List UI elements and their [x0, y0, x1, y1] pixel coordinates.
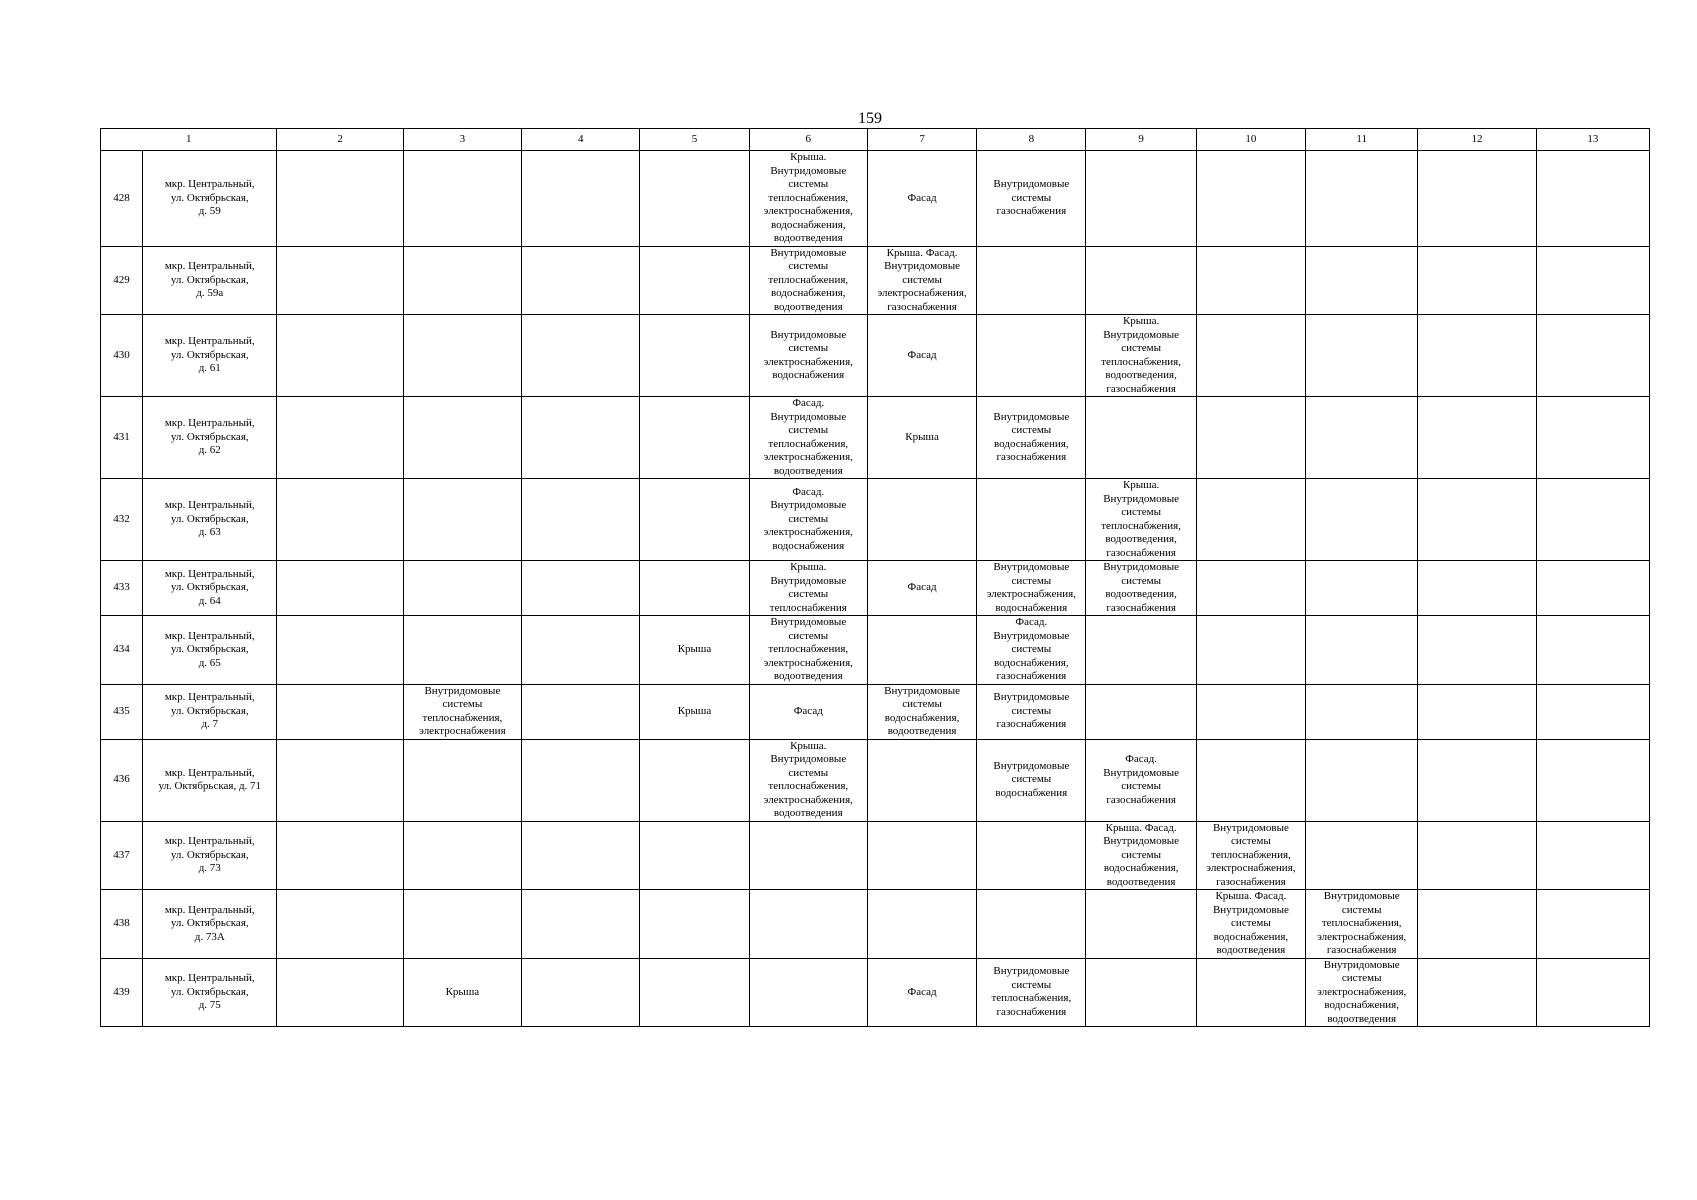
work-cell-col-2 — [277, 479, 403, 561]
column-header: 2 — [277, 129, 403, 151]
work-cell-col-9: Крыша. Внутридомовые системы теплоснабжения, водоотведения, газоснабжения — [1086, 479, 1196, 561]
table-row — [101, 479, 1650, 561]
row-number: 438 — [101, 890, 143, 959]
address-cell: мкр. Центральный, ул. Октябрьская, д. 7 — [143, 684, 277, 739]
table-row — [101, 684, 1650, 739]
work-cell-col-12 — [1418, 958, 1536, 1027]
column-header: 11 — [1306, 129, 1418, 151]
work-cell-col-2 — [277, 315, 403, 397]
row-number: 430 — [101, 315, 143, 397]
work-cell-col-10 — [1196, 739, 1305, 821]
table-row — [101, 890, 1650, 959]
work-cell-col-5: Крыша — [640, 616, 749, 685]
column-header: 6 — [749, 129, 867, 151]
address-cell: мкр. Центральный, ул. Октябрьская, д. 75 — [143, 958, 277, 1027]
work-cell-col-3: Внутридомовые системы теплоснабжения, электроснабжения — [403, 684, 521, 739]
work-cell-col-7: Крыша — [867, 397, 976, 479]
work-cell-col-5 — [640, 890, 749, 959]
work-cell-col-10: Крыша. Фасад. Внутридомовые системы водоснабжения, водоотведения — [1196, 890, 1305, 959]
row-number: 432 — [101, 479, 143, 561]
work-cell-col-3 — [403, 479, 521, 561]
work-cell-col-11: Внутридомовые системы электроснабжения, водоснабжения, водоотведения — [1306, 958, 1418, 1027]
work-cell-col-7: Фасад — [867, 151, 976, 247]
work-cell-col-4 — [522, 561, 640, 616]
work-cell-col-3 — [403, 315, 521, 397]
work-cell-col-8: Фасад. Внутридомовые системы водоснабжения, газоснабжения — [977, 616, 1086, 685]
work-cell-col-4 — [522, 151, 640, 247]
work-cell-col-10 — [1196, 684, 1305, 739]
work-cell-col-6: Крыша. Внутридомовые системы теплоснабжения — [749, 561, 867, 616]
work-cell-col-9 — [1086, 397, 1196, 479]
work-cell-col-13 — [1536, 315, 1649, 397]
work-cell-col-13 — [1536, 561, 1649, 616]
work-cell-col-13 — [1536, 890, 1649, 959]
address-cell: мкр. Центральный, ул. Октябрьская, д. 59а — [143, 246, 277, 315]
work-cell-col-11 — [1306, 397, 1418, 479]
work-cell-col-4 — [522, 684, 640, 739]
work-cell-col-2 — [277, 616, 403, 685]
column-header: 3 — [403, 129, 521, 151]
work-cell-col-2 — [277, 397, 403, 479]
work-cell-col-5 — [640, 821, 749, 890]
work-cell-col-12 — [1418, 684, 1536, 739]
work-cell-col-3 — [403, 151, 521, 247]
work-cell-col-4 — [522, 315, 640, 397]
work-cell-col-5 — [640, 561, 749, 616]
work-cell-col-9 — [1086, 684, 1196, 739]
work-cell-col-5 — [640, 739, 749, 821]
column-header: 13 — [1536, 129, 1649, 151]
work-cell-col-13 — [1536, 616, 1649, 685]
row-number: 428 — [101, 151, 143, 247]
work-cell-col-11 — [1306, 821, 1418, 890]
work-cell-col-7: Внутридомовые системы водоснабжения, водоотведения — [867, 684, 976, 739]
work-cell-col-2 — [277, 890, 403, 959]
address-cell: мкр. Центральный, ул. Октябрьская, д. 64 — [143, 561, 277, 616]
work-cell-col-4 — [522, 397, 640, 479]
work-cell-col-12 — [1418, 561, 1536, 616]
work-cell-col-13 — [1536, 958, 1649, 1027]
work-cell-col-8 — [977, 821, 1086, 890]
work-cell-col-12 — [1418, 890, 1536, 959]
address-cell: мкр. Центральный, ул. Октябрьская, д. 59 — [143, 151, 277, 247]
work-cell-col-7: Крыша. Фасад. Внутридомовые системы электроснабжения, газоснабжения — [867, 246, 976, 315]
column-header: 7 — [867, 129, 976, 151]
work-cell-col-2 — [277, 246, 403, 315]
work-cell-col-3 — [403, 616, 521, 685]
work-cell-col-4 — [522, 890, 640, 959]
work-cell-col-11 — [1306, 739, 1418, 821]
work-cell-col-9: Фасад. Внутридомовые системы газоснабжения — [1086, 739, 1196, 821]
work-cell-col-5 — [640, 958, 749, 1027]
work-cell-col-11 — [1306, 246, 1418, 315]
address-cell: мкр. Центральный, ул. Октябрьская, д. 65 — [143, 616, 277, 685]
work-cell-col-12 — [1418, 616, 1536, 685]
work-cell-col-6: Внутридомовые системы электроснабжения, водоснабжения — [749, 315, 867, 397]
table-row — [101, 561, 1650, 616]
work-cell-col-11 — [1306, 561, 1418, 616]
work-cell-col-9 — [1086, 890, 1196, 959]
work-cell-col-9 — [1086, 616, 1196, 685]
work-cell-col-2 — [277, 561, 403, 616]
work-cell-col-7 — [867, 739, 976, 821]
work-cell-col-4 — [522, 821, 640, 890]
row-number: 431 — [101, 397, 143, 479]
work-cell-col-7 — [867, 821, 976, 890]
column-number-row — [101, 129, 1650, 151]
table-row — [101, 151, 1650, 247]
row-number: 434 — [101, 616, 143, 685]
work-cell-col-6: Фасад. Внутридомовые системы теплоснабжения, электроснабжения, водоотведения — [749, 397, 867, 479]
work-cell-col-9 — [1086, 958, 1196, 1027]
work-cell-col-10 — [1196, 958, 1305, 1027]
work-cell-col-9: Крыша. Фасад. Внутридомовые системы водоснабжения, водоотведения — [1086, 821, 1196, 890]
work-cell-col-10 — [1196, 479, 1305, 561]
table-row — [101, 397, 1650, 479]
work-cell-col-4 — [522, 616, 640, 685]
work-cell-col-12 — [1418, 479, 1536, 561]
row-number: 435 — [101, 684, 143, 739]
work-cell-col-13 — [1536, 151, 1649, 247]
row-number: 439 — [101, 958, 143, 1027]
work-cell-col-8: Внутридомовые системы электроснабжения, водоснабжения — [977, 561, 1086, 616]
work-cell-col-11 — [1306, 684, 1418, 739]
work-cell-col-13 — [1536, 684, 1649, 739]
work-cell-col-2 — [277, 958, 403, 1027]
work-cell-col-11 — [1306, 479, 1418, 561]
work-cell-col-8: Внутридомовые системы водоснабжения, газоснабжения — [977, 397, 1086, 479]
address-cell: мкр. Центральный, ул. Октябрьская, д. 62 — [143, 397, 277, 479]
work-cell-col-11 — [1306, 315, 1418, 397]
work-cell-col-12 — [1418, 246, 1536, 315]
address-cell: мкр. Центральный, ул. Октябрьская, д. 63 — [143, 479, 277, 561]
work-cell-col-6: Внутридомовые системы теплоснабжения, водоснабжения, водоотведения — [749, 246, 867, 315]
work-cell-col-10 — [1196, 246, 1305, 315]
work-cell-col-9 — [1086, 246, 1196, 315]
work-cell-col-8: Внутридомовые системы теплоснабжения, газоснабжения — [977, 958, 1086, 1027]
work-cell-col-3 — [403, 821, 521, 890]
work-cell-col-3 — [403, 739, 521, 821]
work-cell-col-3 — [403, 561, 521, 616]
column-header: 1 — [101, 129, 277, 151]
work-cell-col-6 — [749, 890, 867, 959]
table-row — [101, 246, 1650, 315]
table-row — [101, 315, 1650, 397]
work-cell-col-11 — [1306, 151, 1418, 247]
work-cell-col-8: Внутридомовые системы газоснабжения — [977, 151, 1086, 247]
work-cell-col-9: Крыша. Внутридомовые системы теплоснабжения, водоотведения, газоснабжения — [1086, 315, 1196, 397]
work-cell-col-5 — [640, 246, 749, 315]
work-cell-col-10 — [1196, 397, 1305, 479]
column-header: 4 — [522, 129, 640, 151]
column-header: 12 — [1418, 129, 1536, 151]
work-cell-col-12 — [1418, 739, 1536, 821]
work-cell-col-6: Фасад. Внутридомовые системы электроснабжения, водоснабжения — [749, 479, 867, 561]
row-number: 433 — [101, 561, 143, 616]
work-cell-col-5: Крыша — [640, 684, 749, 739]
column-header: 10 — [1196, 129, 1305, 151]
work-cell-col-12 — [1418, 151, 1536, 247]
column-header: 5 — [640, 129, 749, 151]
row-number: 437 — [101, 821, 143, 890]
work-cell-col-5 — [640, 479, 749, 561]
page-number: 159 — [858, 110, 882, 127]
work-cell-col-7 — [867, 890, 976, 959]
work-cell-col-8 — [977, 890, 1086, 959]
work-cell-col-13 — [1536, 246, 1649, 315]
work-cell-col-8 — [977, 315, 1086, 397]
work-cell-col-7 — [867, 616, 976, 685]
column-header: 8 — [977, 129, 1086, 151]
work-cell-col-10: Внутридомовые системы теплоснабжения, электроснабжения, газоснабжения — [1196, 821, 1305, 890]
row-number: 429 — [101, 246, 143, 315]
work-cell-col-13 — [1536, 739, 1649, 821]
work-cell-col-6: Фасад — [749, 684, 867, 739]
work-cell-col-3 — [403, 890, 521, 959]
work-cell-col-2 — [277, 739, 403, 821]
work-cell-col-8 — [977, 479, 1086, 561]
table-row — [101, 958, 1650, 1027]
work-cell-col-12 — [1418, 821, 1536, 890]
work-cell-col-12 — [1418, 315, 1536, 397]
column-header: 9 — [1086, 129, 1196, 151]
work-cell-col-4 — [522, 958, 640, 1027]
work-cell-col-4 — [522, 739, 640, 821]
work-cell-col-13 — [1536, 821, 1649, 890]
work-cell-col-13 — [1536, 397, 1649, 479]
work-cell-col-3 — [403, 397, 521, 479]
work-cell-col-4 — [522, 246, 640, 315]
work-cell-col-6 — [749, 821, 867, 890]
work-cell-col-11: Внутридомовые системы теплоснабжения, электроснабжения, газоснабжения — [1306, 890, 1418, 959]
work-cell-col-2 — [277, 821, 403, 890]
address-cell: мкр. Центральный, ул. Октябрьская, д. 73 — [143, 821, 277, 890]
work-cell-col-9 — [1086, 151, 1196, 247]
address-cell: мкр. Центральный, ул. Октябрьская, д. 61 — [143, 315, 277, 397]
work-cell-col-6: Внутридомовые системы теплоснабжения, электроснабжения, водоотведения — [749, 616, 867, 685]
work-cell-col-8: Внутридомовые системы водоснабжения — [977, 739, 1086, 821]
work-cell-col-12 — [1418, 397, 1536, 479]
work-cell-col-6: Крыша. Внутридомовые системы теплоснабжения, электроснабжения, водоотведения — [749, 739, 867, 821]
table-body — [101, 151, 1650, 1027]
work-cell-col-3: Крыша — [403, 958, 521, 1027]
work-cell-col-3 — [403, 246, 521, 315]
work-cell-col-10 — [1196, 151, 1305, 247]
work-cell-col-7 — [867, 479, 976, 561]
work-cell-col-5 — [640, 151, 749, 247]
address-cell: мкр. Центральный, ул. Октябрьская, д. 71 — [143, 739, 277, 821]
row-number: 436 — [101, 739, 143, 821]
work-cell-col-10 — [1196, 561, 1305, 616]
work-cell-col-7: Фасад — [867, 315, 976, 397]
work-cell-col-2 — [277, 151, 403, 247]
work-cell-col-11 — [1306, 616, 1418, 685]
work-cell-col-5 — [640, 315, 749, 397]
work-cell-col-6: Крыша. Внутридомовые системы теплоснабжения, электроснабжения, водоснабжения, водоотведения — [749, 151, 867, 247]
work-cell-col-9: Внутридомовые системы водоотведения, газоснабжения — [1086, 561, 1196, 616]
work-cell-col-2 — [277, 684, 403, 739]
work-cell-col-7: Фасад — [867, 958, 976, 1027]
table-row — [101, 616, 1650, 685]
work-cell-col-8: Внутридомовые системы газоснабжения — [977, 684, 1086, 739]
table-row — [101, 821, 1650, 890]
work-cell-col-5 — [640, 397, 749, 479]
repair-schedule-table — [100, 128, 1650, 1027]
table-row — [101, 739, 1650, 821]
work-cell-col-4 — [522, 479, 640, 561]
work-cell-col-13 — [1536, 479, 1649, 561]
work-cell-col-6 — [749, 958, 867, 1027]
work-cell-col-8 — [977, 246, 1086, 315]
work-cell-col-7: Фасад — [867, 561, 976, 616]
address-cell: мкр. Центральный, ул. Октябрьская, д. 73А — [143, 890, 277, 959]
work-cell-col-10 — [1196, 616, 1305, 685]
work-cell-col-10 — [1196, 315, 1305, 397]
